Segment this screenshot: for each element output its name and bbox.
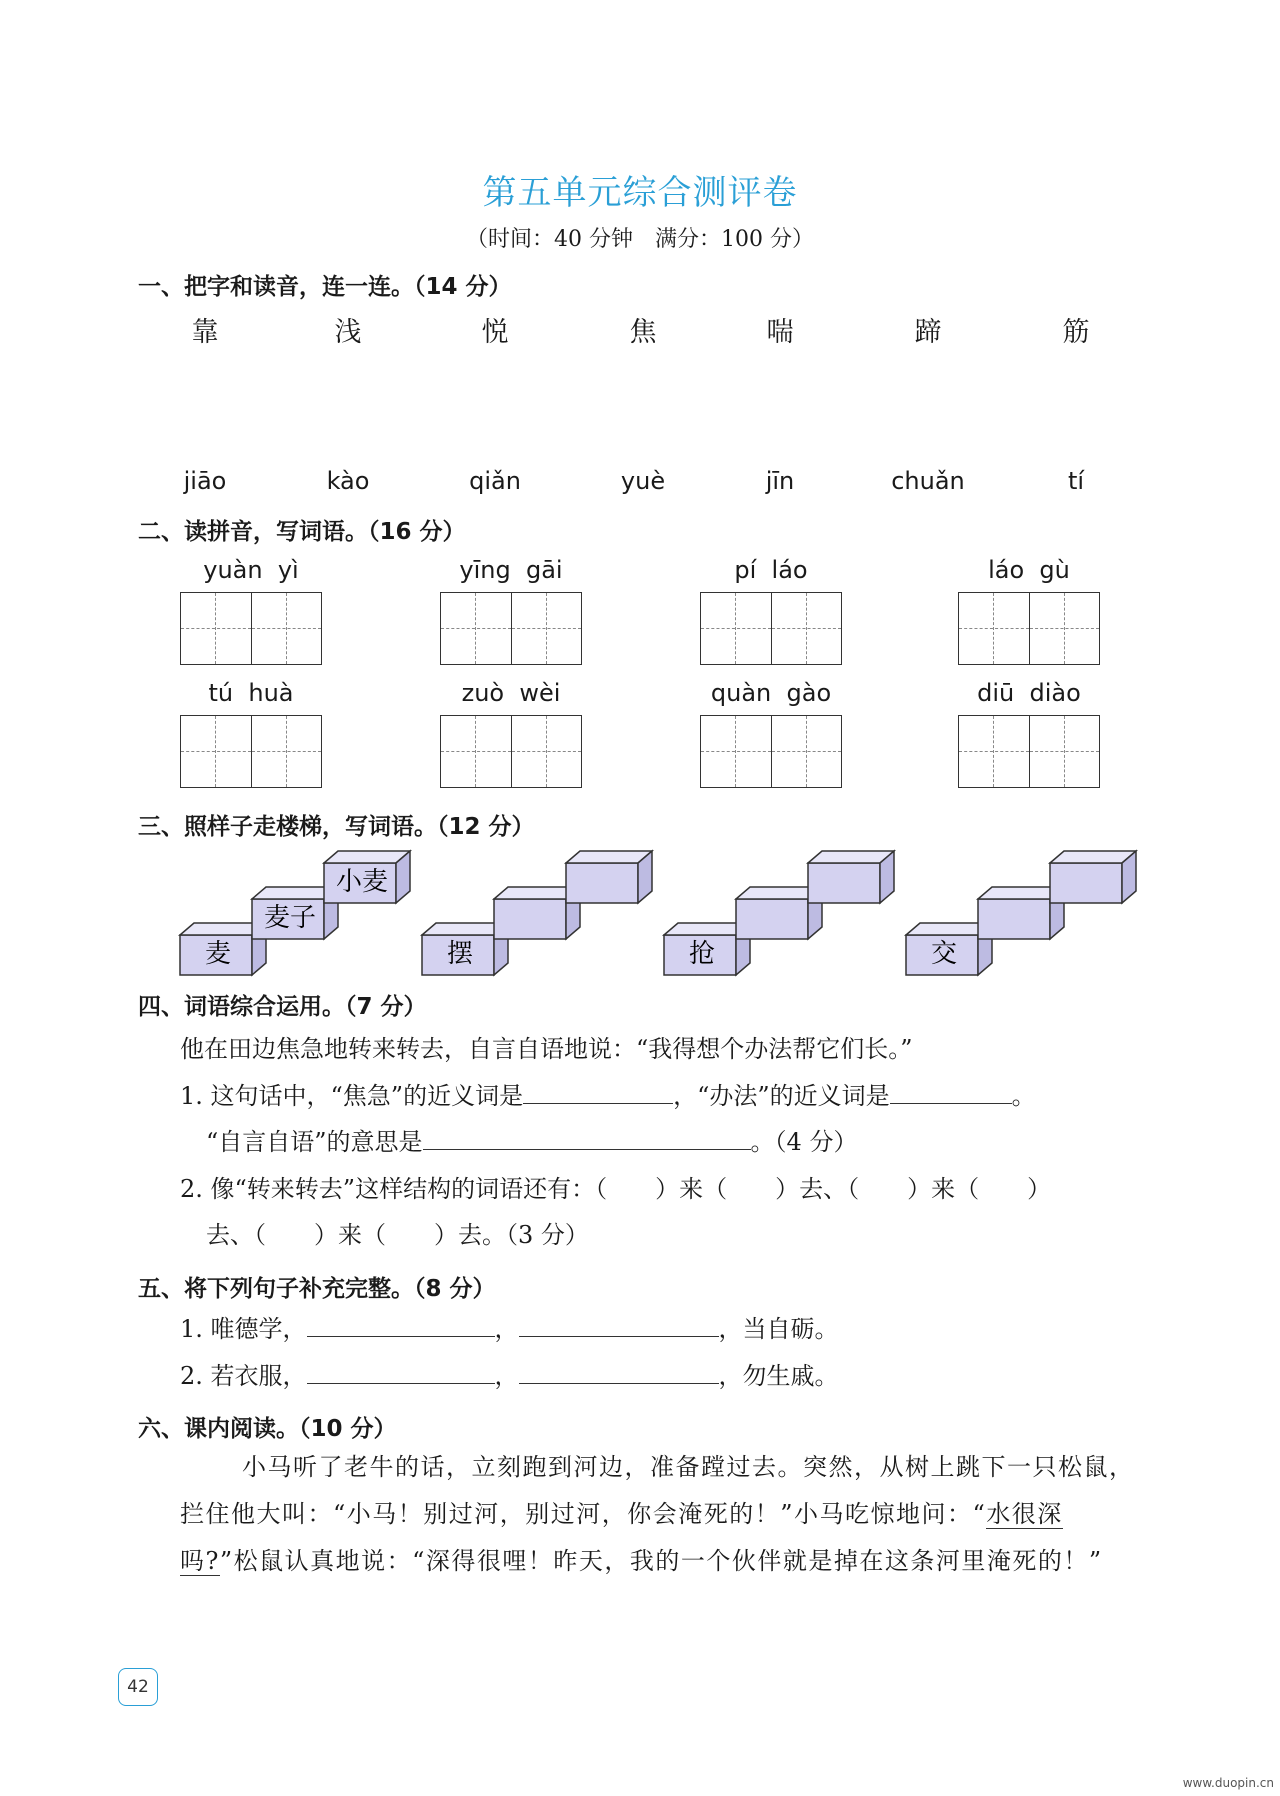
staircase-3[interactable] <box>664 851 894 975</box>
reading-passage <box>180 1444 1140 1585</box>
q1-char[interactable]: 靠 <box>191 317 219 348</box>
q6-heading: 六、课内阅读。（10 分） <box>138 1416 397 1442</box>
q2-word-box <box>958 679 1100 788</box>
q1-char[interactable]: 筋 <box>1062 317 1090 348</box>
q1-pinyin[interactable]: chuǎn <box>891 467 965 495</box>
q2-word-box <box>440 679 582 788</box>
staircase-2[interactable] <box>422 851 652 975</box>
q5-item-2 <box>180 1353 1160 1399</box>
stair-middle-word: 麦子 <box>263 903 317 933</box>
answer-blank[interactable] <box>307 1308 495 1337</box>
staircase-figure <box>170 845 1150 980</box>
q4-item-1-text: 。（4 分） <box>750 1128 858 1156</box>
answer-blank[interactable] <box>519 1308 719 1337</box>
q4-sentence: 他在田边焦急地转来转去，自言自语地说：“我得想个办法帮它们长。” <box>180 1035 913 1063</box>
q4-item-2[interactable]: 2. 像“转来转去”这样结构的词语还有：（ ）来（ ）去、（ ）来（ ） <box>180 1175 1052 1203</box>
q4-item-1 <box>180 1073 1160 1119</box>
answer-blank[interactable] <box>523 1075 673 1104</box>
writing-grid[interactable] <box>440 592 582 665</box>
q1-pinyin[interactable]: jīn <box>765 467 795 495</box>
q1-pinyin[interactable]: yuè <box>620 467 666 495</box>
q1-char[interactable]: 焦 <box>629 317 657 348</box>
q4-item-1-text: 。 <box>1011 1082 1036 1110</box>
q2-pinyin: pí láo <box>734 556 808 584</box>
q4-item-1-text: 1. 这句话中，“焦急”的近义词是 <box>180 1082 524 1110</box>
q2-word-box <box>440 556 582 665</box>
stair-bottom-word: 交 <box>930 939 958 969</box>
stair-bottom-word: 麦 <box>204 939 232 969</box>
q5-text: ， <box>494 1362 519 1390</box>
q5-text: 2. 若衣服， <box>180 1362 307 1390</box>
writing-grid[interactable] <box>180 715 322 788</box>
q1-char[interactable]: 悦 <box>481 317 509 348</box>
stair-bottom-word: 抢 <box>688 939 716 969</box>
q2-heading: 二、读拼音，写词语。（16 分） <box>138 519 466 545</box>
page-number: 42 <box>118 1668 158 1706</box>
staircase-1 <box>180 851 410 975</box>
page-title: 第五单元综合测评卷 <box>482 173 798 213</box>
writing-grid[interactable] <box>440 715 582 788</box>
q2-word-box <box>958 556 1100 665</box>
answer-blank[interactable] <box>423 1121 751 1150</box>
q2-pinyin: zuò wèi <box>461 679 561 707</box>
q5-text: ，当自砺。 <box>718 1315 839 1343</box>
passage-underlined-text: 水很深吗? <box>180 1500 1063 1575</box>
q5-item-1 <box>180 1306 1160 1352</box>
q2-word-box <box>180 556 322 665</box>
writing-grid[interactable] <box>958 715 1100 788</box>
q1-heading: 一、把字和读音，连一连。（14 分） <box>138 274 512 300</box>
site-watermark: www.duopin.cn <box>1182 1776 1274 1790</box>
q5-text: ，勿生戚。 <box>718 1362 839 1390</box>
writing-grid[interactable] <box>958 592 1100 665</box>
q2-pinyin: quàn gào <box>710 679 832 707</box>
staircase-4[interactable] <box>906 851 1136 975</box>
writing-grid[interactable] <box>180 592 322 665</box>
q1-char[interactable]: 蹄 <box>914 317 942 348</box>
q2-pinyin: láo gù <box>988 556 1070 584</box>
passage-text: ”松鼠认真地说：“深得很哩！昨天，我的一个伙伴就是掉在这条河里淹死的！” <box>219 1547 1103 1575</box>
q4-item-1-line2 <box>206 1119 1166 1165</box>
q1-char[interactable]: 浅 <box>334 317 362 348</box>
answer-blank[interactable] <box>307 1355 495 1384</box>
q4-heading: 四、词语综合运用。（7 分） <box>138 994 427 1020</box>
q4-item-2-line2[interactable]: 去、（ ）来（ ）去。（3 分） <box>206 1221 589 1249</box>
q2-pinyin: yuàn yì <box>203 556 299 584</box>
q5-text: 1. 唯德学， <box>180 1315 307 1343</box>
passage-text: 小马听了老牛的话，立刻跑到河边，准备蹚过去。突然，从树上跳下一只松鼠，拦住他大叫：“小马！别过河，别过河，你会淹死的！”小马吃惊地问：“ <box>180 1453 1135 1528</box>
q3-heading: 三、照样子走楼梯，写词语。（12 分） <box>138 814 535 840</box>
stair-bottom-word: 摆 <box>446 939 474 969</box>
q4-item-1-text: “自言自语”的意思是 <box>206 1128 423 1156</box>
q1-char[interactable]: 喘 <box>766 317 794 348</box>
stair-top-word: 小麦 <box>335 867 389 897</box>
q1-pinyin[interactable]: jiāo <box>183 467 227 495</box>
q1-pinyin[interactable]: tí <box>1067 467 1085 495</box>
q1-pinyin[interactable]: kào <box>326 467 370 495</box>
q2-word-box <box>700 556 842 665</box>
q2-pinyin: diū diào <box>977 679 1081 707</box>
q1-pinyin[interactable]: qiǎn <box>469 467 521 495</box>
q4-item-1-text: ，“办法”的近义词是 <box>673 1082 890 1110</box>
q5-text: ， <box>494 1315 519 1343</box>
q2-word-box <box>700 679 842 788</box>
q2-pinyin: tú huà <box>208 679 294 707</box>
q2-word-box <box>180 679 322 788</box>
answer-blank[interactable] <box>890 1075 1012 1104</box>
q5-heading: 五、将下列句子补充完整。（8 分） <box>138 1276 496 1302</box>
exam-info: （时间：40 分钟 满分：100 分） <box>466 227 814 252</box>
answer-blank[interactable] <box>519 1355 719 1384</box>
writing-grid[interactable] <box>700 592 842 665</box>
writing-grid[interactable] <box>700 715 842 788</box>
q2-pinyin: yīng gāi <box>459 556 563 584</box>
